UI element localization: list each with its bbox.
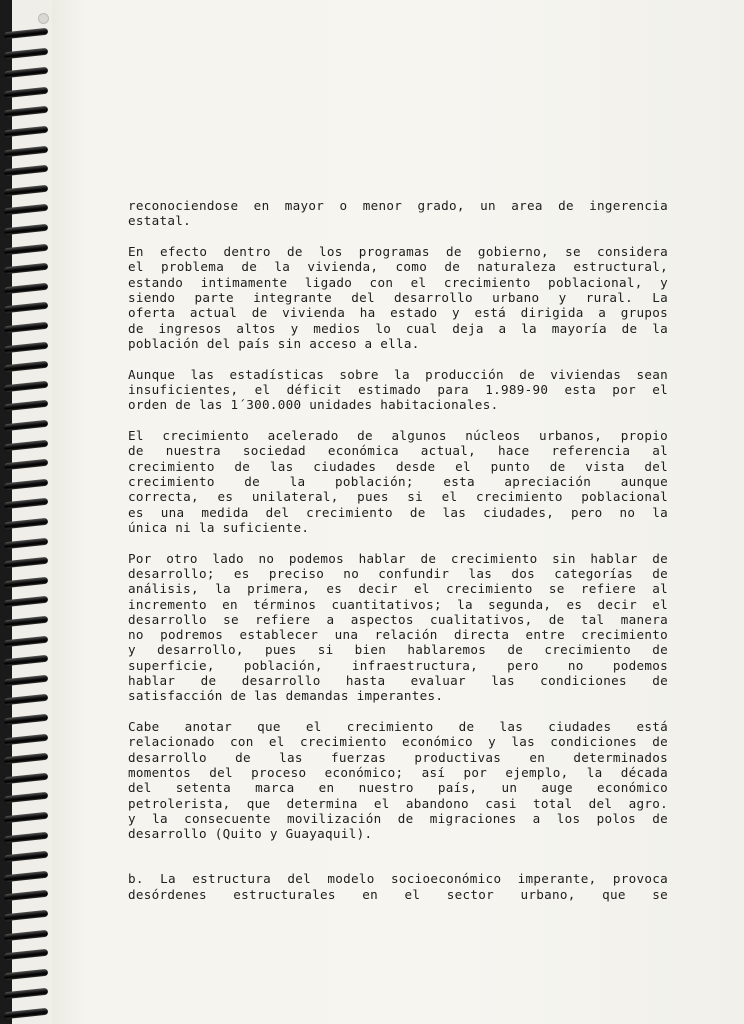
text-line: crecimiento de la población; esta apreciación aunque	[128, 473, 668, 489]
text-line: análisis, la primera, es decir el crecimiento se refiere al	[128, 581, 668, 597]
text-line: y la consecuente movilización de migraciones a los polos de	[128, 810, 668, 826]
text-line: satisfacción de las demandas imperantes.	[128, 688, 444, 704]
text-line: orden de las 1´300.000 unidades habitacionales.	[128, 397, 499, 413]
text-line: momentos del proceso económico; así por ejemplo, la década	[128, 765, 668, 780]
spiral-binding	[0, 0, 52, 1024]
text-line: correcta, es unilateral, pues si el crecimiento poblacional	[128, 489, 668, 505]
text-line: no podremos establecer una relación directa entre crecimiento	[128, 627, 668, 643]
text-line: Aunque las estadísticas sobre la producción de viviendas sean	[128, 366, 668, 382]
text-line: Por otro lado no podemos hablar de crecimiento sin hablar de	[128, 550, 668, 566]
text-line: reconociendose en mayor o menor grado, un area de ingerencia	[128, 198, 668, 213]
text-line: del setenta marca en nuestro país, un auge económico	[128, 780, 668, 796]
text-line: Cabe anotar que el crecimiento de las ciudades está	[128, 719, 668, 735]
text-line: y desarrollo, pues si bien hablaremos de crecimiento de	[128, 642, 668, 658]
text-line: única ni la suficiente.	[128, 519, 310, 535]
punch-hole	[38, 13, 49, 24]
text-line: de nuestra sociedad económica actual, hace referencia al	[128, 443, 668, 459]
paragraph-4	[128, 428, 668, 535]
text-line: estando intimamente ligado con el crecimiento poblacional, y	[128, 274, 668, 290]
paragraph-6	[128, 719, 668, 841]
text-line: desarrollo (Quito y Guayaquil).	[128, 826, 373, 842]
text-line: petrolerista, que determina el abandono casi total del agro.	[128, 795, 668, 811]
text-line: superficie, población, infraestructura, pero no podemos	[128, 657, 668, 673]
text-line: el problema de la vivienda, como de naturaleza estructural,	[128, 259, 668, 275]
text-line: oferta actual de vivienda ha estado y está dirigida a grupos	[128, 305, 668, 321]
text-line: En efecto dentro de los programas de gobierno, se considera	[128, 244, 668, 260]
text-line: insuficientes, el déficit estimado para 1.989-90 esta por el	[128, 381, 668, 397]
text-line: hablar de desarrollo hasta evaluar las condiciones de	[128, 673, 668, 689]
paragraph-3	[128, 367, 668, 413]
text-line: relacionado con el crecimiento económico y las condiciones de	[128, 734, 668, 750]
paragraph-2	[128, 244, 668, 351]
text-line: b. La estructura del modelo socioeconómico imperante, provoca	[128, 871, 668, 887]
paragraph-1	[128, 198, 668, 229]
text-line: siendo parte integrante del desarrollo urbano y rural. La	[128, 289, 668, 305]
text-line: desarrollo se refiere a aspectos cualitativos, de tal manera	[128, 611, 668, 627]
body-text	[128, 198, 668, 918]
paragraph-5	[128, 551, 668, 704]
text-line: crecimiento de las ciudades desde el punto de vista del	[128, 458, 668, 474]
text-line: desórdenes estructurales en el sector urbano, que se	[128, 886, 668, 902]
text-line: desarrollo de las fuerzas productivas en determinados	[128, 749, 668, 765]
text-line: incremento en términos cuantitativos; la segunda, es decir el	[128, 596, 668, 612]
text-line: es una medida del crecimiento de las ciudades, pero no la	[128, 504, 668, 520]
text-line: desarrollo; es preciso no confundir las dos categorías de	[128, 565, 668, 581]
text-line: de ingresos altos y medios lo cual deja a la mayoría de la	[128, 320, 668, 336]
text-line: estatal.	[128, 213, 192, 229]
text-line: población del país sin acceso a ella.	[128, 335, 420, 351]
paragraph-7	[128, 871, 668, 902]
text-line: El crecimiento acelerado de algunos núcleos urbanos, propio	[128, 428, 668, 444]
